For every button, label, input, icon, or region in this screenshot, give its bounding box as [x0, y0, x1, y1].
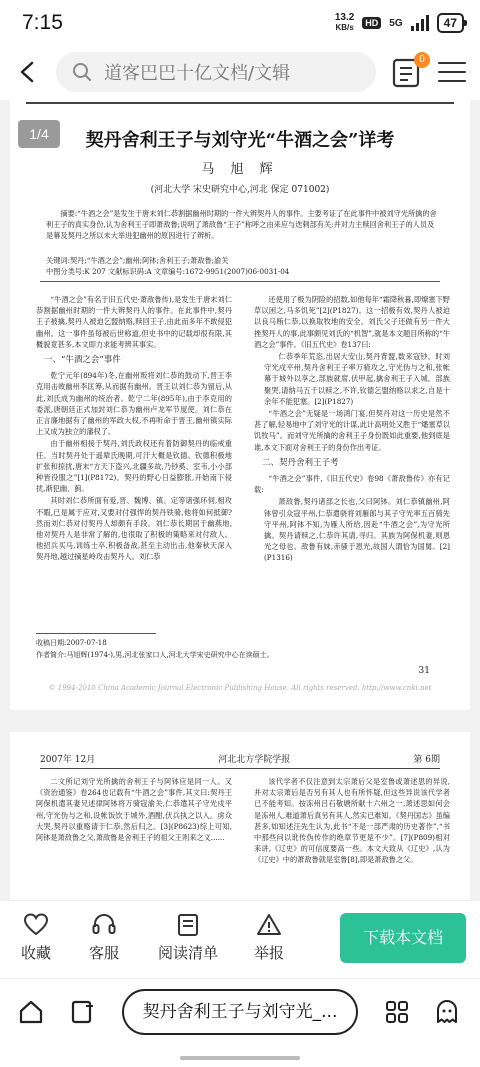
text-column-right [254, 294, 450, 565]
article-abstract: 摘要:“牛酒之会”是发生于唐末刘仁恭割据幽州时期的一件大辨契丹人的事件。主要考证了在此事件中被刘守光所擒的舍利王子的真实身份,认为舍利王子即萧敌鲁;说明了萧敌鲁“王子”称呼之由来应与迭剌部有关;并对力主赎回舍利王子的人员及是幕及契丹之所以未大举进犯幽州的原因进行了辨析。 [46, 209, 437, 240]
text-column-left [36, 294, 232, 564]
tabs-button[interactable] [60, 989, 106, 1035]
paragraph: 乾宁元年(894年)冬,在幽州叛将刘仁恭的鼓动下,晋王李克用击败幽州李匡筹,从而据有幽州。晋王以刘仁恭为留后,从此,刘氏成为幽州的统治者。乾宁二年(895年),由于李克用的委派,唐朝廷正式加封刘仁恭为幽州卢龙军节度使。刘仁恭在正言廉地据有了幽州的军政大权,不再听命于晋王,幽州镇实际上又成为独立的藩权了。 [36, 371, 232, 437]
status-icons [335, 13, 464, 33]
paragraph: “牛酒之会”无疑是一场鸿门宴,但契丹对这一历史是然不甚了解,轻易地中了刘守光的计谋,此计高明处又胜于“燔塞草以饥牧马”。而刘守光所擒的舍利王子身份既如此重要,他到底是谁,本文下面对舍利王子的身份作出考证。 [254, 409, 450, 452]
download-button[interactable]: 下载本文档 [340, 913, 466, 963]
header-rule [26, 102, 454, 104]
document-count-badge: 0 [414, 52, 430, 68]
home-indicator[interactable] [180, 1056, 300, 1060]
header-journal: 河北北方学院学报 [218, 755, 291, 765]
text-column-left [36, 776, 232, 843]
running-header [40, 752, 440, 765]
footnote-author-bio: 作者简介:马旭辉(1974-),男,河北张家口人,河北大学宋史研究中心在读硕士。 [36, 651, 274, 659]
ghost-icon [434, 999, 460, 1025]
collect-button[interactable] [2, 901, 70, 975]
grid-icon [384, 999, 410, 1025]
article-author: 马 旭 辉 [201, 162, 279, 177]
collect-label: 收藏 [20, 944, 51, 962]
battery-level: 47 [443, 16, 457, 30]
action-bar [0, 900, 480, 974]
menu-icon-line [438, 71, 466, 73]
customer-service-label: 客服 [88, 944, 119, 962]
network-speed [335, 13, 354, 33]
warning-icon [256, 912, 282, 938]
signal-icon [411, 15, 429, 31]
document-viewer[interactable] [0, 100, 480, 900]
paragraph: 由于幽州相接于契丹,刘氏政权还有着防御契丹的临戒重任。当时契丹处于遥辇氏晚期,可汗大概是钦德。钦德积极地扩张和掠扰,唐末“方天下盗兴,北疆多故,乃钞奚、室韦,小小部种皆役服之”[1](P8172)。契丹的野心日益膨胀,开始南下侵扰,渐犯幽、蓟。 [36, 439, 232, 494]
paragraph: “牛酒之会”有名于旧五代史·萧敌鲁传),是发生于唐末刘仁恭割据幽州时期的一件大辨契丹人的事件。在此事件中,契丹王子被擒,契丹人被迫乞盟纳赂,赎回王子,由此而多年不敢侵犯幽州。这一事件虽每被后世称道,但史书中的记载却很有限,其概貌竟甚多,本文即力求能考辨其事实。 [36, 295, 232, 349]
headset-icon [91, 912, 117, 938]
top-navigation [0, 48, 480, 96]
network-type: 5G [389, 17, 403, 29]
search-placeholder: 道客巴巴十亿文档/文辑 [104, 63, 291, 84]
paragraph: 该代学者不仅注意到太宗萧后父是室鲁或萧述思的异说,并对太宗萧后是否另有其人也有所怀疑,但这些异说该代学者已不能考知。按冻州吕石敬塘所献十六州之一,萧述思如何会是冻州人,难道萧后真另有其人,然实已难知。《契丹国志》虽编甚多,如知述汪先生认为,此书“不是一部严肃的历史著作”,“书中那些问以讹传伪传作的绝章节更是不少”。[7](P809)相对来讲,《辽史》的可信度要高一些。本文大致从《辽史》,认为《辽史》中的萧敌鲁就是室鲁[8],即是萧敌鲁之父。 [254, 777, 450, 865]
reading-list-icon [175, 912, 201, 938]
menu-icon-line [438, 80, 466, 82]
paragraph: 其时刘仁恭所面有爱,晋、魏博、镇、定等诸强环伺,相攻不暇,已是属于应对,又要对付强悍的契丹铁骑,他将如何抵御?然而刘仁恭对付契丹人却颇有手段。刘仁恭长期居于幽燕地,他对契丹人是非常了解的,也很取了积极的策略来对付敌人。他招兵买马,训练士卒,积极备战,甚至主动出击,他秦秋天深入契丹地,越过摘星岭攻击契丹人。刘仁恭 [36, 496, 232, 562]
assistant-button[interactable] [424, 989, 470, 1035]
battery-icon [437, 13, 464, 33]
customer-service-button[interactable] [70, 901, 138, 975]
section-heading: 一、“牛酒之会”事件 [44, 355, 121, 366]
chevron-left-icon [17, 60, 39, 84]
report-button[interactable] [238, 901, 300, 975]
hd-icon: HD [362, 17, 381, 29]
report-label: 举报 [253, 944, 284, 962]
block-quote: 萧敌鲁,契丹诸部之长也,父曰阿钵。刘仁恭镇幽州,阿钵曾引众寇平州,仁恭遣骁将刘雁郎与其子守光率五百骑先守平州,阿钵不知,为雁人所给,因赴“牛酒之会”,为守光所擒。契丹请赎之,仁恭许其请,寻归。其族为阿保机妻,则恩光之母也。敌鲁有妹,赤骚于恩光,故国人谓恰为国舅。[2](P1316) [264, 497, 450, 563]
header-date: 2007年 12月 [40, 755, 96, 765]
back-button[interactable] [4, 48, 52, 96]
page-indicator: 1/4 [18, 120, 60, 148]
footnote-received-date: 收稿日期:2007-07-18 [36, 639, 107, 647]
footnote-rule [36, 633, 156, 634]
status-time: 7:15 [22, 11, 63, 34]
search-bar[interactable] [56, 52, 376, 92]
divider [40, 281, 440, 282]
browser-toolbar [0, 978, 480, 1044]
search-icon [72, 62, 92, 82]
menu-icon-line [438, 62, 466, 64]
section-heading: 二、契丹舍利王子考 [262, 457, 339, 468]
apps-button[interactable] [374, 989, 420, 1035]
paragraph: “牛酒之会”事件,《旧五代史》卷98《萧敌鲁传》亦有记载: [254, 474, 450, 495]
status-bar [0, 0, 480, 46]
reading-list-button[interactable] [138, 901, 238, 975]
home-icon [18, 999, 44, 1025]
document-page-1 [10, 100, 470, 710]
article-title: 契丹舍利王子与刘守光“牛酒之会”详考 [85, 130, 395, 151]
header-rule [40, 768, 440, 769]
copyright-line: © 1994-2010 China Academic Journal Electronic Publishing House. All rights reserved. http://www.cnki.net [48, 684, 432, 692]
reading-list-label: 阅读清单 [157, 944, 218, 962]
network-speed-value: 13.2 [334, 12, 355, 23]
article-classification: 中图分类号:K 207 文献标识码:A 文章编号:1672-9951(2007)06-0031-04 [46, 267, 290, 276]
home-button[interactable] [8, 989, 54, 1035]
menu-button[interactable] [438, 58, 466, 86]
article-keywords: 关键词:契丹;“牛酒之会”;幽州;阿钵;舍利王子;萧敌鲁;渝关 [46, 256, 229, 265]
block-quote: 仁恭季年荒恣,出居大安山,契丹背盟,数来寇钞。时刘守光戍平州,契丹舍利王子率万骑攻之,守光伪与之和,张帐幕于城外以享之,部族就席,伏甲起,擒舍利王子入城。部族聚哭,请纳马五千以赎之,不许,钦德乞盟纳赂以求之,自是十余年不能犯塞。[2](P1827) [264, 352, 450, 406]
heart-icon [23, 912, 49, 938]
article-affiliation: (河北大学 宋史研究中心,河北 保定 071002) [150, 185, 330, 195]
paragraph: 二文所记刘守光所擒的舍利王子与阿钵应是同一人。又《资治通鉴》卷264也记载有“牛酒之会”事件,其文曰:契丹王阿保机遣其妻兄述律阿钵将万骑寇渝关,仁恭遣其子守光戍平州,守光伪与之和,设帐饭饮于城外,酒酣,伏兵执之以入。虏众大哭,契丹以重赂请于仁恭,然后归之。[3](P8623)综上可知,阿钵是萧敌鲁之父,萧敌鲁是舍利王子的祖父王则来之义...... [36, 777, 232, 843]
current-tab-title[interactable]: 契丹舍利王子与刘守光_... [122, 989, 358, 1035]
header-issue: 第 6期 [413, 755, 440, 765]
tabs-icon [70, 999, 96, 1025]
document-page-2 [10, 732, 470, 900]
text-column-right [254, 776, 450, 866]
paragraph: 还使用了极为阴险的招数,如他每年“霜降秋暮,即燎塞下野草以困之,马多饥死”[2](P1827)。这一招极有效,契丹人被迫以良马贿仁恭,以换取牧地的安全。刘氏父子还做有另一件大挫契丹人的事,此事颇见刘氏的“机智”,就是本文题目所称的“牛酒之会”事件。《旧五代史》卷137曰: [254, 295, 450, 349]
document-list-button[interactable] [392, 56, 424, 90]
page-number: 31 [418, 666, 430, 676]
network-speed-unit: KB/s [335, 23, 354, 32]
